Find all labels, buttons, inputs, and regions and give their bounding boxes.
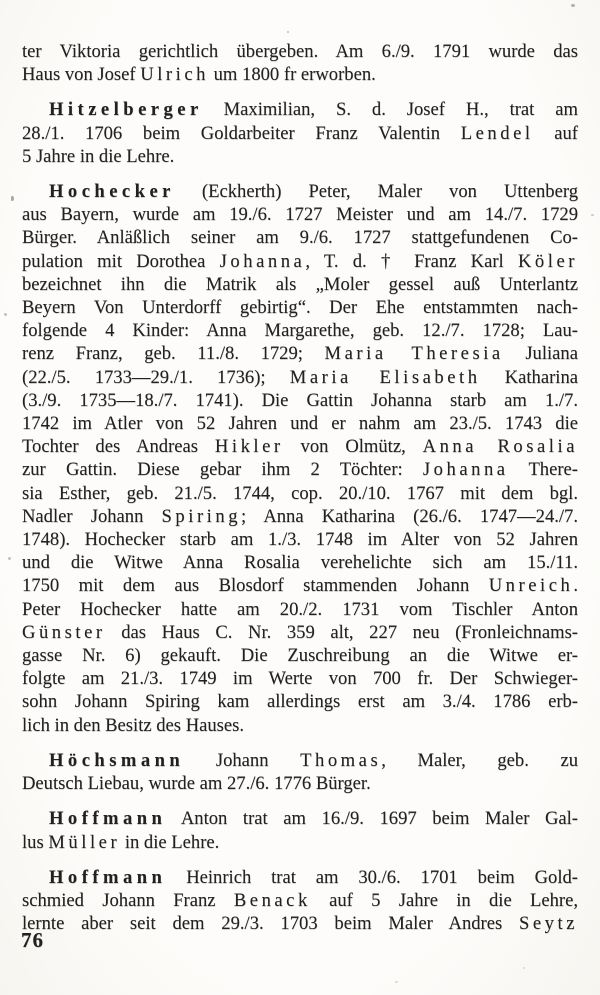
text-run: sohn Johann Spiring kam allerdings erst am 3./4. 1786 erb- (22, 691, 578, 713)
page-number: 76 (21, 928, 44, 952)
text-run: , T. d. † Franz Karl (305, 250, 518, 272)
person-name: Anna Rosalia (422, 436, 578, 458)
text-run: ; Anna Katharina (26./6. 1747—24./7. (241, 505, 578, 527)
text-line (22, 412, 578, 435)
paragraph (22, 749, 578, 795)
text-run: (Eckherth) Peter, Maler von Uttenberg (174, 181, 578, 203)
text-run: Beyern Von Unterdorff gebirtig“. Der Ehe entstammten nach- (22, 297, 578, 319)
person-name: Unreich (488, 575, 574, 597)
text-line (22, 203, 578, 226)
text-line (22, 621, 578, 644)
paragraph (22, 807, 578, 853)
entry-headword: Höchsmann (49, 749, 185, 771)
text-run: Heinrich trat am 30./6. 1701 beim Gold- (166, 866, 578, 888)
text-run: There- (508, 459, 578, 481)
text-run: (3./9. 1735—18./7. 1741). Die Gattin Johanna starb am 1./7. (22, 389, 578, 411)
text-line (22, 749, 578, 772)
text-run: ter Viktoria gerichtlich übergeben. Am 6./9. 1791 wurde das (22, 41, 578, 62)
text-run: folgende 4 Kinder: Anna Margarethe, geb. 12./7. 1728; Lau- (22, 320, 578, 342)
person-name: Müller (48, 831, 121, 853)
paragraph (22, 40, 578, 86)
person-name: Seytz (519, 913, 578, 935)
text-run: und die Witwe Anna Rosalia verehelichte sich am 15./11. (22, 552, 578, 574)
text-run: Katharina (480, 366, 579, 388)
text-line (22, 551, 578, 574)
text-line (22, 250, 578, 273)
person-name: Thomas (300, 749, 382, 771)
text-run: renz Franz, geb. 11./8. 1729; (22, 343, 325, 365)
text-run: aus Bayern, wurde am 19./6. 1727 Meister und am 14./7. 1729 (22, 204, 578, 226)
scan-speck (591, 214, 594, 216)
text-line (22, 435, 578, 458)
scan-speck (4, 313, 7, 316)
entry-headword: Hoffmann (49, 808, 167, 830)
text-run: Maximilian, S. d. Josef H., trat am (202, 99, 578, 121)
text-line (22, 296, 578, 319)
person-name: Maria Theresia (324, 343, 504, 365)
paragraph (22, 98, 578, 168)
text-line (22, 667, 578, 690)
entry-headword: Hitzelberger (49, 99, 203, 121)
text-line (22, 912, 578, 935)
text-line (22, 505, 578, 528)
text-line (22, 342, 578, 365)
text-run: lus (22, 831, 49, 853)
text-line (22, 807, 578, 830)
text-run: bezeichnet ihn die Matrik als „Moler gessel auß Unterlantz (22, 273, 578, 295)
text-line (22, 574, 578, 597)
text-line (22, 482, 578, 505)
person-name: Maria Elisabeth (289, 366, 481, 388)
text-line (22, 458, 578, 481)
text-line (22, 889, 578, 912)
text-run: auf (533, 122, 579, 144)
text-run: Juliana (503, 343, 578, 365)
text-run: das Haus C. Nr. 359 alt, 227 neu (Fronleichnams- (105, 621, 578, 643)
text-line (22, 389, 578, 412)
person-name: Lendel (460, 122, 534, 144)
scan-speck (11, 196, 14, 201)
text-line (22, 714, 578, 737)
paragraph (22, 866, 578, 936)
person-name: Köler (517, 250, 578, 272)
text-run: 1750 mit dem aus Blosdorf stammenden Johann (22, 575, 489, 597)
text-line (22, 226, 578, 249)
text-run: Tochter des Andreas (22, 436, 215, 458)
text-run: Nadler Johann (22, 505, 162, 527)
text-line (22, 831, 578, 854)
person-name: Spiring (161, 505, 242, 527)
text-run: Peter Hochecker hatte am 20./2. 1731 vom Tischler Anton (22, 598, 578, 620)
text-line (22, 122, 578, 145)
scan-speck (523, 967, 525, 969)
text-run: in die Lehre. (120, 831, 220, 853)
text-line (22, 180, 578, 203)
scan-speck (8, 557, 11, 560)
text-run: Haus von Josef (22, 64, 141, 86)
text-line (22, 40, 578, 63)
text-run: 1742 im Atler von 52 Jahren und er nahm am 23./5. 1743 die (22, 413, 578, 435)
text-line (22, 528, 578, 551)
text-run: Bürger. Anläßlich seiner am 9./6. 1727 stattgefundenen Co- (22, 227, 578, 249)
entry-headword: Hoffmann (49, 866, 167, 888)
text-run: um 1800 fr erworben. (208, 64, 376, 86)
text-run: pulation mit Dorothea (22, 250, 220, 272)
text-run: folgte am 21./3. 1749 im Werte von 700 fr. Der Schwieger- (22, 668, 578, 690)
text-run: . (573, 575, 578, 597)
text-run: von Olmütz, (283, 436, 423, 458)
person-name: Günster (22, 621, 106, 643)
text-run: 1748). Hochecker starb am 1./3. 1748 im Alter von 52 Jahren (22, 529, 578, 551)
scan-speck (571, 4, 575, 7)
text-line (22, 866, 578, 889)
text-run: sia Esther, geb. 21./5. 1744, cop. 20./10. 1767 mit dem bgl. (22, 482, 578, 504)
person-name: Ulrich (140, 64, 209, 86)
text-run: Anton trat am 16./9. 1697 beim Maler Gal- (166, 808, 578, 830)
person-name: Johanna (219, 250, 306, 272)
text-run: gasse Nr. 6) gekauft. Die Zuschreibung an die Witwe er- (22, 645, 578, 667)
scan-speck (287, 31, 289, 33)
person-name: Hikler (214, 436, 284, 458)
page-text (22, 40, 578, 935)
text-run: zur Gattin. Diese gebar ihm 2 Töchter: (22, 459, 423, 481)
paragraph (22, 180, 578, 737)
text-run: (22./5. 1733—29./1. 1736); (22, 366, 290, 388)
text-run: schmied Johann Franz (22, 889, 234, 911)
text-run: Deutsch Liebau, wurde am 27./6. 1776 Bürger. (22, 773, 371, 795)
text-line (22, 273, 578, 296)
text-line (22, 690, 578, 713)
text-line (22, 598, 578, 621)
scan-speck (395, 981, 398, 983)
entry-headword: Hochecker (49, 181, 175, 203)
text-run: Johann (184, 749, 301, 771)
text-line (22, 366, 578, 389)
person-name: Benack (233, 889, 311, 911)
text-line (22, 145, 578, 168)
text-line (22, 772, 578, 795)
text-line (22, 644, 578, 667)
text-run: auf 5 Jahre in die Lehre, (310, 889, 578, 911)
person-name: Johanna (422, 459, 509, 481)
text-run: lernte aber seit dem 29./3. 1703 beim Maler Andres (22, 913, 520, 935)
text-line (22, 98, 578, 121)
text-run: 5 Jahre in die Lehre. (22, 145, 175, 167)
text-line (22, 63, 578, 86)
text-run: , Maler, geb. zu (381, 749, 578, 771)
text-run: 28./1. 1706 beim Goldarbeiter Franz Valentin (22, 122, 461, 144)
text-run: lich in den Besitz des Hauses. (22, 714, 245, 736)
text-line (22, 319, 578, 342)
